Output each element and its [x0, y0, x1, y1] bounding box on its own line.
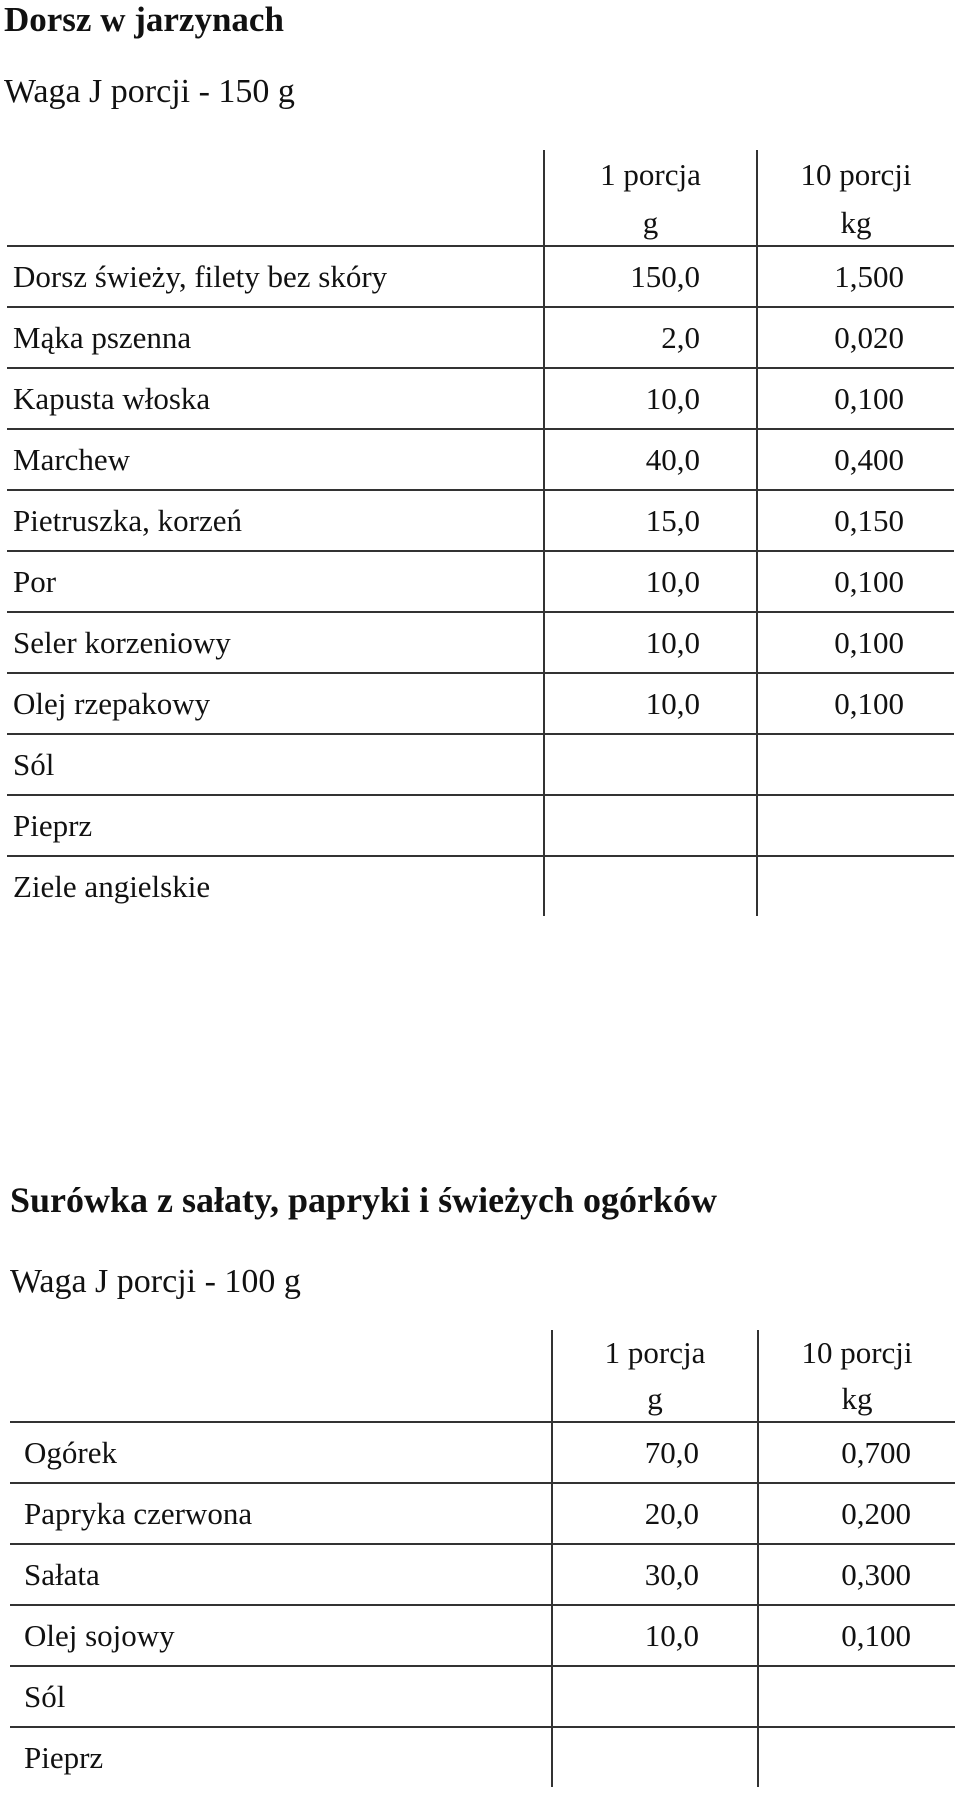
amount-ten-portions: 0,100	[757, 368, 954, 429]
ingredient-row	[10, 1666, 955, 1727]
ingredient-name: Kapusta włoska	[7, 368, 544, 429]
ingredient-row	[7, 795, 954, 856]
ingredient-row	[7, 551, 954, 612]
amount-ten-portions: 0,100	[757, 612, 954, 673]
amount-one-portion: 10,0	[544, 612, 757, 673]
ingredient-name: Mąka pszenna	[7, 307, 544, 368]
amount-ten-portions	[757, 734, 954, 795]
amount-one-portion	[552, 1666, 758, 1727]
recipe-title: Surówka z sałaty, papryki i świeżych ogórków	[10, 1180, 718, 1220]
amount-one-portion: 70,0	[552, 1422, 758, 1483]
ingredient-row	[7, 246, 954, 307]
ingredient-name: Marchew	[7, 429, 544, 490]
ingredient-name: Seler korzeniowy	[7, 612, 544, 673]
amount-ten-portions: 0,200	[758, 1483, 955, 1544]
ingredient-name: Por	[7, 551, 544, 612]
ingredient-name: Dorsz świeży, filety bez skóry	[7, 246, 544, 307]
header-one-portion: 1 porcja	[552, 1330, 758, 1376]
header-blank	[10, 1376, 552, 1422]
header-unit-kg: kg	[758, 1376, 955, 1422]
amount-one-portion: 10,0	[552, 1605, 758, 1666]
amount-one-portion: 10,0	[544, 368, 757, 429]
ingredient-row	[7, 612, 954, 673]
header-unit-g: g	[544, 200, 757, 246]
ingredient-row	[10, 1727, 955, 1787]
header-ten-portions: 10 porcji	[758, 1330, 955, 1376]
ingredient-row	[10, 1483, 955, 1544]
header-ten-portions: 10 porcji	[757, 150, 954, 200]
ingredient-row	[10, 1544, 955, 1605]
amount-one-portion	[544, 734, 757, 795]
ingredient-row	[7, 673, 954, 734]
ingredient-name: Pietruszka, korzeń	[7, 490, 544, 551]
amount-ten-portions: 0,100	[757, 551, 954, 612]
portion-weight: Waga J porcji - 100 g	[10, 1263, 301, 1300]
ingredient-name: Ogórek	[10, 1422, 552, 1483]
amount-ten-portions: 0,700	[758, 1422, 955, 1483]
amount-one-portion: 2,0	[544, 307, 757, 368]
ingredient-row	[10, 1605, 955, 1666]
amount-ten-portions: 0,020	[757, 307, 954, 368]
amount-ten-portions: 0,300	[758, 1544, 955, 1605]
ingredient-name: Pieprz	[7, 795, 544, 856]
amount-ten-portions	[757, 856, 954, 916]
amount-one-portion: 30,0	[552, 1544, 758, 1605]
amount-ten-portions	[758, 1666, 955, 1727]
amount-one-portion	[552, 1727, 758, 1787]
ingredient-row	[7, 368, 954, 429]
amount-one-portion: 10,0	[544, 551, 757, 612]
ingredient-name: Olej rzepakowy	[7, 673, 544, 734]
ingredient-row	[7, 734, 954, 795]
amount-one-portion: 20,0	[552, 1483, 758, 1544]
amount-one-portion: 40,0	[544, 429, 757, 490]
ingredient-name: Sól	[10, 1666, 552, 1727]
ingredient-name: Pieprz	[24, 1740, 104, 1775]
portion-weight: Waga J porcji - 150 g	[4, 73, 295, 110]
ingredient-name: Sól	[7, 734, 544, 795]
ingredient-row	[7, 429, 954, 490]
amount-ten-portions	[758, 1727, 955, 1787]
header-one-portion: 1 porcja	[544, 150, 757, 200]
ingredient-row	[7, 856, 954, 916]
ingredient-name: Ziele angielskie	[13, 869, 211, 904]
amount-ten-portions: 0,150	[757, 490, 954, 551]
header-blank	[7, 150, 544, 200]
amount-one-portion: 15,0	[544, 490, 757, 551]
amount-one-portion	[544, 856, 757, 916]
ingredient-row	[7, 490, 954, 551]
ingredient-row	[7, 307, 954, 368]
ingredient-name: Papryka czerwona	[10, 1483, 552, 1544]
ingredient-name: Olej sojowy	[10, 1605, 552, 1666]
amount-ten-portions	[757, 795, 954, 856]
recipe-title: Dorsz w jarzynach	[4, 0, 284, 39]
header-blank	[10, 1330, 552, 1376]
header-unit-kg: kg	[757, 200, 954, 246]
header-blank	[7, 200, 544, 246]
amount-one-portion: 10,0	[544, 673, 757, 734]
ingredient-name: Sałata	[10, 1544, 552, 1605]
ingredient-row	[10, 1422, 955, 1483]
amount-ten-portions: 1,500	[757, 246, 954, 307]
ingredients-table	[10, 1330, 955, 1787]
amount-ten-portions: 0,100	[757, 673, 954, 734]
amount-one-portion	[544, 795, 757, 856]
amount-ten-portions: 0,400	[757, 429, 954, 490]
ingredients-table	[7, 150, 954, 916]
header-unit-g: g	[552, 1376, 758, 1422]
amount-one-portion: 150,0	[544, 246, 757, 307]
amount-ten-portions: 0,100	[758, 1605, 955, 1666]
